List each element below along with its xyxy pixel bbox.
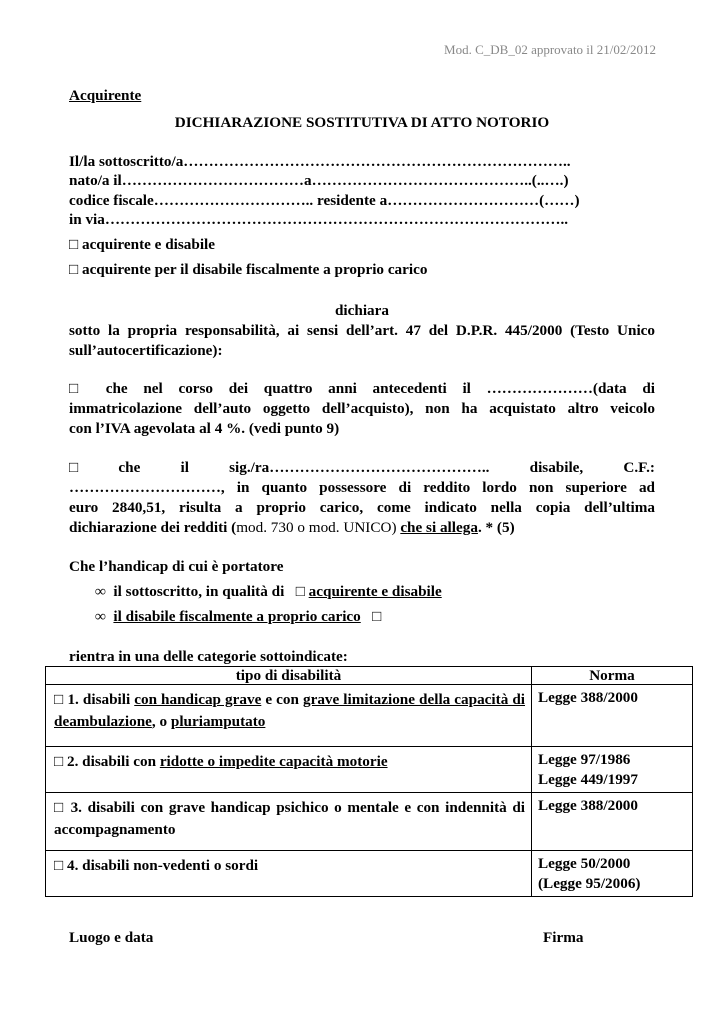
norma-3: Legge 388/2000 <box>532 793 693 851</box>
handicap-item-2-link: il disabile fiscalmente a proprio carico <box>113 608 361 625</box>
che-si-allega: che si allega <box>400 519 478 536</box>
field-via[interactable]: in via……………………………………………………………………………….. <box>69 211 569 228</box>
table-row <box>46 685 693 747</box>
sig-line-4-mod: mod. 730 o mod. UNICO) <box>236 519 397 536</box>
table-header-row <box>46 667 693 685</box>
handicap-item-2-checkbox[interactable]: □ <box>372 608 382 625</box>
header-tipo: tipo di disabilità <box>46 667 532 685</box>
table-row <box>46 747 693 793</box>
iva-line-1: □ che nel corso dei quattro anni antecedenti il …………………(data di <box>69 380 655 397</box>
sig-line-4 <box>69 519 655 537</box>
handicap-item-1-checkbox[interactable]: □ <box>295 583 305 600</box>
handicap-item-2 <box>95 608 381 626</box>
field-codice-fiscale-residenza[interactable]: codice fiscale………………………….. residente a…………………………(……) <box>69 192 580 209</box>
sig-word-disabile: disabile, <box>529 459 584 476</box>
option-acquirente-per-disabile[interactable]: □ acquirente per il disabile fiscalmente a proprio carico <box>69 261 428 278</box>
form-reference: Mod. C_DB_02 approvato il 21/02/2012 <box>444 42 656 57</box>
table-row <box>46 851 693 897</box>
handicap-intro: Che l’handicap di cui è portatore <box>69 558 284 575</box>
handicap-item-1 <box>95 583 442 601</box>
infinity-bullet-icon: ∞ <box>95 583 106 600</box>
sig-line-4-note: . * (5) <box>477 519 515 536</box>
field-nascita[interactable]: nato/a il………………………………a……………………………………..(..….) <box>69 172 569 189</box>
sig-checkbox[interactable]: □ <box>69 459 79 476</box>
sig-word-che: che <box>118 459 141 476</box>
handicap-item-1-text: il sottoscritto, in qualità di <box>113 583 285 600</box>
table-row <box>46 793 693 851</box>
sig-line-4-text: dichiarazione dei redditi ( <box>69 519 237 536</box>
category-3[interactable]: □ 3. disabili con grave handicap psichico o mentale e con indennità di accompagnamento <box>46 793 532 851</box>
categories-table <box>45 666 693 897</box>
sig-word-cf: C.F.: <box>623 459 655 476</box>
norma-1: Legge 388/2000 <box>532 685 693 747</box>
firma-label: Firma <box>543 929 584 946</box>
category-2[interactable]: □ 2. disabili con ridotte o impedite capacità motorie <box>46 747 532 793</box>
sig-word-il: il <box>180 459 189 476</box>
document-title: DICHIARAZIONE SOSTITUTIVA DI ATTO NOTORIO <box>174 114 550 131</box>
sig-line-3: euro 2840,51, risulta a proprio carico, come indicato nella copia dell’ultima <box>69 499 655 516</box>
handicap-item-1-link: acquirente e disabile <box>308 583 442 600</box>
infinity-bullet-icon: ∞ <box>95 608 106 625</box>
category-4[interactable]: □ 4. disabili non-vedenti o sordi <box>46 851 532 897</box>
iva-line-3: con l’IVA agevolata al 4 %. (vedi punto 9) <box>69 420 340 437</box>
header-norma: Norma <box>532 667 693 685</box>
norma-2: Legge 97/1986 Legge 449/1997 <box>532 747 693 793</box>
sig-line-1 <box>69 459 655 477</box>
norma-4: Legge 50/2000 (Legge 95/2006) <box>532 851 693 897</box>
luogo-e-data-label: Luogo e data <box>69 929 154 946</box>
acquirente-label: Acquirente <box>69 87 142 104</box>
categories-intro: rientra in una delle categorie sottoindicate: <box>69 648 348 665</box>
responsibility-text: sotto la propria responsabilità, ai sensi dell’art. 47 del D.P.R. 445/2000 (Testo Unico sull’autocertificazione): <box>69 322 655 359</box>
sig-line-2: …………………………, in quanto possessore di reddito lordo non superiore ad <box>69 479 655 496</box>
sig-name-field[interactable]: sig./ra…………………………………….. <box>229 459 490 476</box>
dichiara-heading: dichiara <box>334 302 389 319</box>
option-acquirente-disabile[interactable]: □ acquirente e disabile <box>69 236 216 253</box>
category-1[interactable]: □ 1. disabili con handicap grave e con grave limitazione della capacità di deambulazione, o pluriamputato <box>46 685 532 747</box>
iva-line-2: immatricolazione dell’auto oggetto dell’acquisto), non ha acquistato altro veicolo <box>69 400 655 417</box>
field-sottoscritto[interactable]: Il/la sottoscritto/a………………………………………………………………….. <box>69 153 571 170</box>
